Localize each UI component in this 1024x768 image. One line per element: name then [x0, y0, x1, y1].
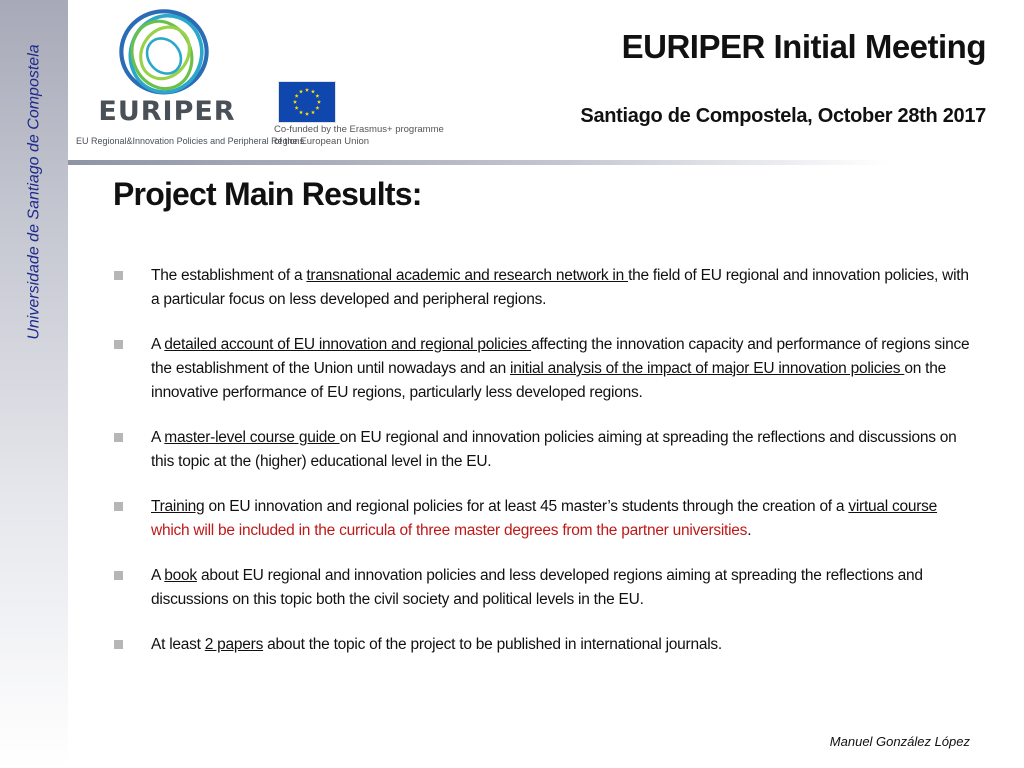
meeting-title: EURIPER Initial Meeting [621, 28, 986, 65]
header-divider [68, 160, 888, 165]
results-list [113, 264, 973, 657]
logo-name: EURIPER [98, 96, 236, 127]
bullet-square-icon [114, 271, 123, 280]
result-text-segment: the field of EU regional and innovation policies, with a particular focus on less developed and peripheral regions. [151, 267, 969, 308]
result-text-segment: At least [151, 636, 205, 653]
meeting-subtitle: Santiago de Compostela, October 28th 2017 [580, 105, 986, 127]
result-text-segment: affecting the innovation capacity and performance of regions since the establishment of the Union until nowadays and an [151, 336, 970, 377]
result-text-segment: transnational academic and research network in [306, 267, 629, 284]
bullet-square-icon [114, 571, 123, 580]
result-text-segment: book [164, 567, 197, 584]
result-text-segment: initial analysis of the impact of major EU innovation policies [510, 360, 905, 377]
result-text-segment: on EU innovation and regional policies for at least 45 master’s students through the creation of a [204, 498, 849, 515]
author-footer: Manuel González López [829, 734, 970, 749]
logo-tagline: EU Regional&Innovation Policies and Peripheral Regions [76, 136, 305, 146]
erasmus-caption-line2: of the European Union [274, 136, 370, 147]
bullet-square-icon [114, 433, 123, 442]
university-sidebar [20, 32, 50, 352]
result-text-segment: about EU regional and innovation policies and less developed regions aiming at spreading the reflections and discussions on this topic both the civil society and political levels in the EU. [151, 567, 923, 608]
result-item [113, 264, 973, 312]
eu-flag-icon [278, 81, 336, 123]
result-text-segment: about the topic of the project to be published in international journals. [263, 636, 722, 653]
logo-ring [121, 11, 206, 92]
bullet-square-icon [114, 640, 123, 649]
university-name: Universidade de Santiago de Compostela [26, 44, 44, 340]
bullet-square-icon [114, 502, 123, 511]
result-item [113, 633, 973, 657]
result-text-segment: master-level course guide [164, 429, 340, 446]
result-text-segment: on the innovative performance of EU regions, particularly less developed regions. [151, 360, 946, 401]
result-text-segment: A [151, 429, 165, 446]
result-text-segment: on EU regional and innovation policies aiming at spreading the reflections and discussions on this topic at the (higher) educational level in the EU. [151, 429, 957, 470]
result-item [113, 333, 973, 405]
result-text-segment: A [151, 567, 165, 584]
result-item [113, 495, 973, 543]
result-text-segment: virtual course [848, 498, 938, 515]
euriper-logo-icon [112, 4, 216, 108]
bullet-square-icon [114, 340, 123, 349]
result-text-segment: 2 papers [204, 636, 264, 653]
section-title: Project Main Results: [113, 176, 422, 212]
result-text-segment: A [151, 336, 165, 353]
result-text-segment: The establishment of a [151, 267, 307, 284]
erasmus-caption-line1: Co-funded by the Erasmus+ programme [274, 124, 444, 135]
result-text-segment: detailed account of EU innovation and regional policies [164, 336, 532, 353]
result-item [113, 426, 973, 474]
erasmus-caption [274, 124, 474, 148]
result-text-segment: . [747, 522, 752, 539]
result-item [113, 564, 973, 612]
result-text-segment: which will be included in the curricula of three master degrees from the partner universities [151, 522, 748, 539]
result-text-segment: Training [151, 498, 205, 515]
